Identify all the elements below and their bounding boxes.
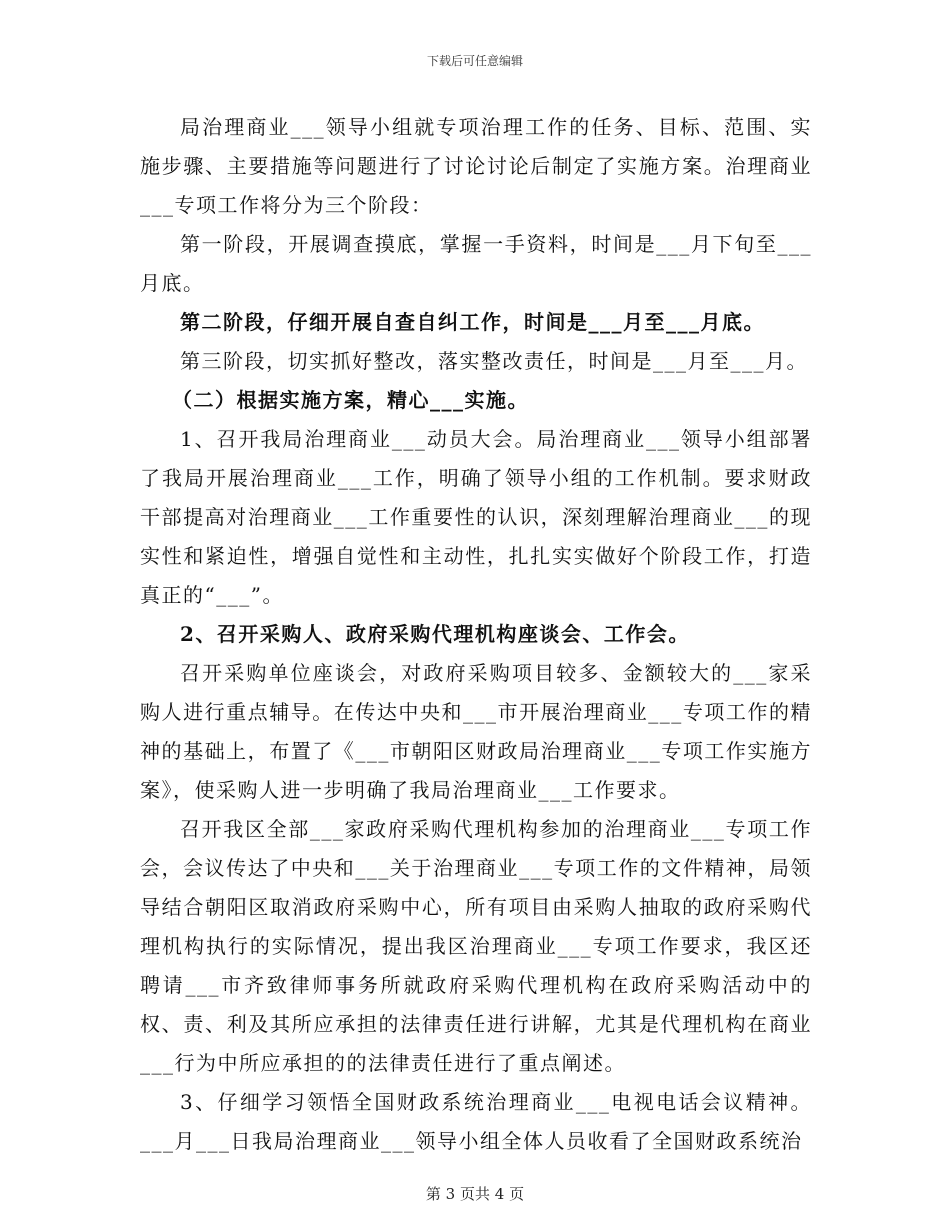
paragraph-agency-meeting: 召开我区全部___家政府采购代理机构参加的治理商业___专项工作会，会议传达了中央和___关于治理商业___专项工作的文件精神，局领导结合朝阳区取消政府采购中心，所有项目由采购人抽取的政府采购代理机构执行的实际情况，提出我区治理商业___专项工作要求，我区还聘请___市齐致律师事务所就政府采购代理机构在政府采购活动中的权、责、利及其所应承担的法律责任进行讲解，尤其是代理机构在商业___行为中所应承担的的法律责任进行了重点阐述。 [140, 817, 812, 1075]
heading-symposium: 2、召开采购人、政府采购代理机构座谈会、工作会。 [180, 622, 690, 646]
page-footer: 第 3 页共 4 页 [425, 1185, 525, 1203]
document-body [140, 108, 812, 1161]
paragraph-mobilization-meeting: 1、召开我局治理商业___动员大会。局治理商业___领导小组部署了我局开展治理商业___工作，明确了领导小组的工作机制。要求财政干部提高对治理商业___工作重要性的认识，深刻理解治理商业___的现实性和紧迫性，增强自觉性和主动性，扎扎实实做好个阶段工作，打造真正的“___”。 [140, 427, 812, 607]
page-header: 下载后可任意编辑 [426, 54, 523, 68]
paragraph-plan-intro: 局治理商业___领导小组就专项治理工作的任务、目标、范围、实施步骤、主要措施等问题进行了讨论讨论后制定了实施方案。治理商业___专项工作将分为三个阶段： [140, 115, 812, 217]
paragraph-phase-two: 第二阶段，仔细开展自查自纠工作，时间是___月至___月底。 [180, 310, 765, 334]
paragraph-study-conference: 3、仔细学习领悟全国财政系统治理商业___电视电话会议精神。___月___日我局治理商业___领导小组全体人员收看了全国财政系统治 [140, 1090, 812, 1153]
paragraph-phase-three: 第三阶段，切实抓好整改，落实整改责任，时间是___月至___月。 [180, 349, 808, 373]
section-heading-implementation: （二）根据实施方案，精心___实施。 [172, 388, 529, 412]
paragraph-phase-one: 第一阶段，开展调查摸底，掌握一手资料，时间是___月下旬至___月底。 [140, 232, 812, 295]
paragraph-purchaser-symposium: 召开采购单位座谈会，对政府采购项目较多、金额较大的___家采购人进行重点辅导。在传达中央和___市开展治理商业___专项工作的精神的基础上，布置了《___市朝阳区财政局治理商业___专项工作实施方案》，使采购人进一步明确了我局治理商业___工作要求。 [140, 661, 812, 802]
